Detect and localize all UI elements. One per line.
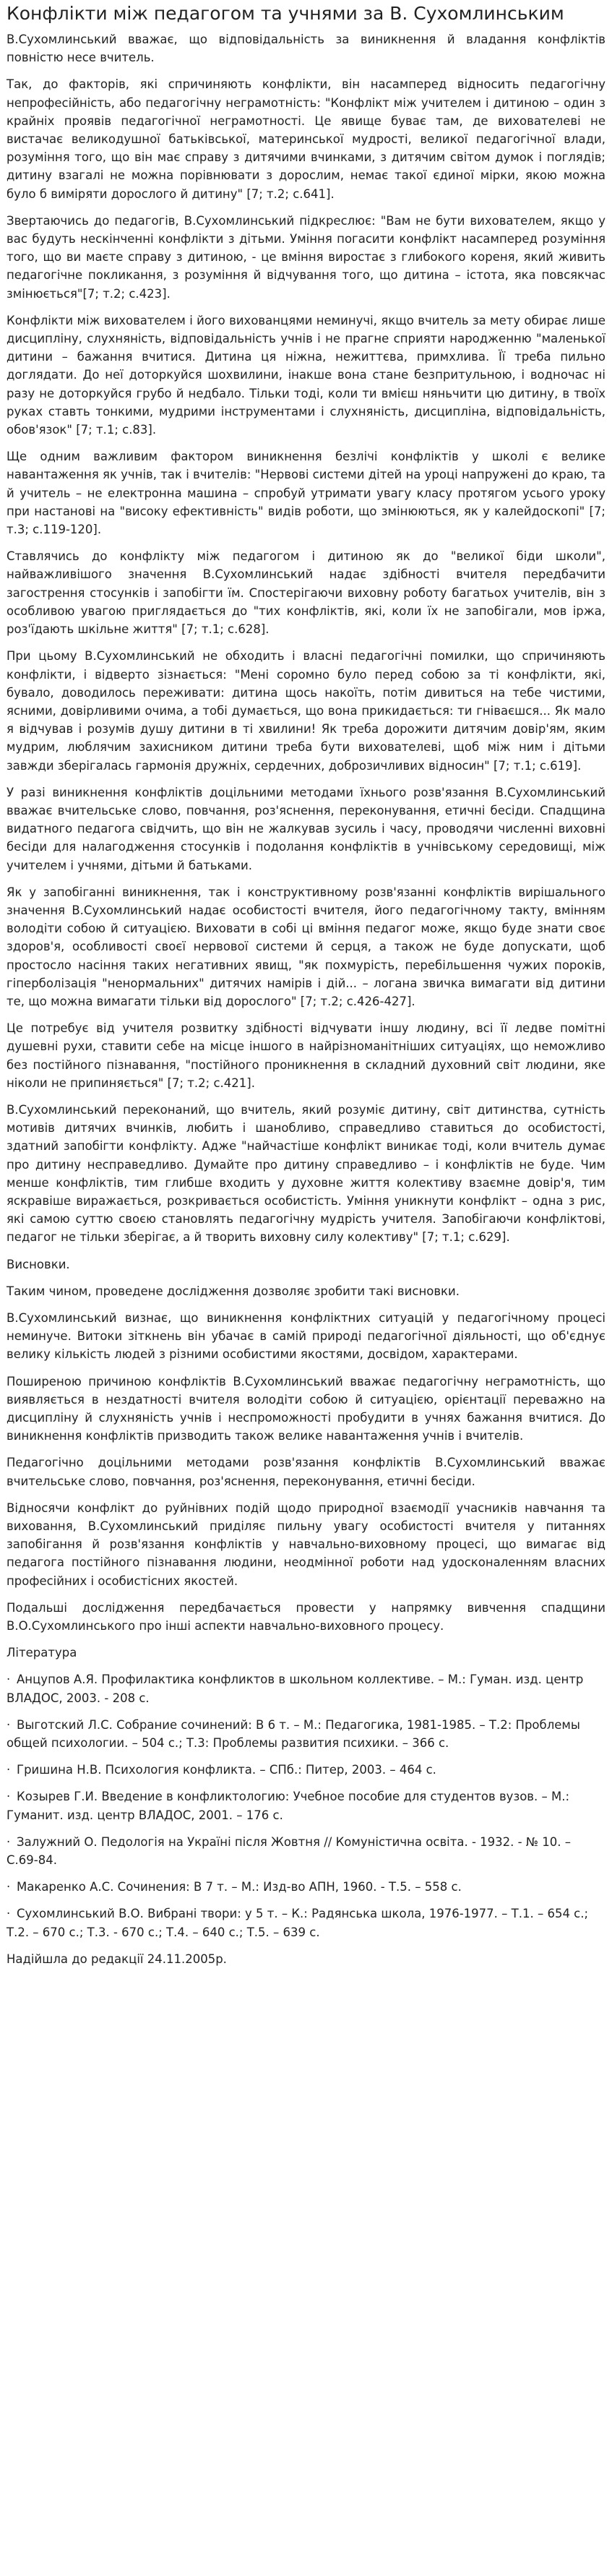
reference-item: · Макаренко А.С. Сочинения: В 7 т. – М.: Изд-во АПН, 1960. - Т.5. – 558 с. [7, 1878, 605, 1896]
bullet-icon: · [7, 1717, 11, 1732]
paragraph-conclusion-3: Педагогічно доцільними методами розв'язання конфліктів В.Сухомлинський вважає вчительське слово, повчання, роз'яснення, переконування, етичні бесіди. [7, 1456, 605, 1488]
page-title: Конфлікти між педагогом та учнями за В. Сухомлинським [7, 3, 564, 24]
paragraph-further-research: Подальші дослідження передбачається провести у напрямку вивчення спадщини В.О.Сухомлинського про інші аспекти навчально-виховного процесу. [7, 1600, 605, 1633]
references-heading: Література [7, 1646, 77, 1660]
reference-item: · Козырев Г.И. Введение в конфликтологию: Учебное пособие для студентов вузов. – М.: Гуманит. изд. центр ВЛАДОС, 2001. – 176 с. [7, 1787, 605, 1824]
paragraph-personality: Як у запобіганні виникнення, так і конструктивному розв'язанні конфліктів вирішального значення В.Сухомлинський надає особистості вчителя, його педагогічному такту, вмінням володіти собою й ситуацією. Виховати в собі ці вміння педагог може, якщо буде знати своє здоров'я, особливості своєї нервової системи й серця, а також не буде допускати, щоб простосло насіння таких негативних явищ, "як похмурість, перебільшення чужих пороків, гіперболізація "ненормальних" дитячих намірів і дій... – логана звичка вимагати від дитини те, що можна вимагати тільки від дорослого" [7; т.2; с.426-427]. [7, 885, 605, 1008]
references-list [7, 1670, 605, 1941]
reference-item: · Выготский Л.С. Собрание сочинений: В 6 т. – М.: Педагогика, 1981-1985. – Т.2: Проблемы общей психологии. – 504 с.; Т.3: Проблемы развития психики. – 366 с. [7, 1716, 605, 1752]
paragraph-address-teachers: Звертаючись до педагогів, В.Сухомлинський підкреслює: "Вам не бути вихователем, якщо у вас будуть нескінченні конфлікти з дітьми. Уміння погасити конфлікт насамперед розуміння того, що ви маєте справу з дитиною, - це вміння виростає з глибокого кореня, який живить педагогічне покликання, з розуміння й відчування того, що дитина – істота, яка повсякчас змінюється"[7; т.2; с.423]. [7, 213, 605, 301]
submission-date: Надійшла до редакції 24.11.2005р. [7, 1952, 227, 1966]
bullet-icon: · [7, 1763, 11, 1777]
reference-item: · Сухомлинський В.О. Вибрані твори: у 5 т. – К.: Радянська школа, 1976-1977. – Т.1. – 654 с.; Т.2. – 670 с.; Т.3. - 670 с.; Т.4. – 640 с.; Т.5. – 639 с. [7, 1905, 605, 1941]
reference-item: · Гришина Н.В. Психология конфликта. – СПб.: Питер, 2003. – 464 с. [7, 1761, 605, 1779]
paragraph-factors: Так, до факторів, які спричиняють конфлікти, він насамперед відносить педагогічну непрофесійність, або педагогічну неграмотність: "Конфлікт між учителем і дитиною – один з крайніх проявів педагогічної неграмотності. Це явище буває там, де вихователеві не вистачає великодушної батьківської, материнської мудрості, великої педагогічної влади, розуміння того, що він має справу з дитячими вчинками, з дитячим світом думок і поглядів; дитину взагалі не можна порівнювати з дорослим, немає такої єдиної мірки, якою можна було б виміряти дорослого й дитину" [7; т.2; с.641]. [7, 77, 605, 201]
paragraph-conclusion-4: Відносячи конфлікт до руйнівних подій щодо природної взаємодії учасників навчання та виховання, В.Сухомлинський приділяє пильну увагу особистості вчителя у питаннях запобігання й розв'язання конфліктів у навчально-виховному процесі, що вимагає від педагога постійного пізнавання людини, неодмінної роботи над удосконаленням власних професійних і особистісних якостей. [7, 1500, 605, 1588]
bullet-icon: · [7, 1907, 11, 1921]
bullet-icon: · [7, 1673, 11, 1687]
bullet-icon: · [7, 1834, 11, 1849]
paragraph-understanding: В.Сухомлинський переконаний, що вчитель, який розуміє дитину, світ дитинства, сутність мотивів дитячих вчинків, любить і шанобливо, справедливо ставиться до особистості, здатний запобігти конфлікту. Адже "найчастіше конфлікт виникає тоді, коли вчитель думає про дитину несправедливо. Думайте про дитину справедливо – і конфліктів не буде. Чим менше конфліктів, тим глибше входить у духовне життя колективу взаємне довір'я, тим яскравіше виражається, розкривається особистість. Уміння уникнути конфлікт – одна з рис, які самою суттю своєю становлять педагогічну мудрість учителя. Запобігаючи конфліктові, педагог не тільки зберігає, а й творить виховну силу колективу" [7; т.1; с.629]. [7, 1102, 605, 1245]
paragraph-empathy: Це потребує від учителя розвитку здібності відчувати іншу людину, всі її ледве помітні душевні рухи, ставити себе на місце іншого в найрізноманітніших ситуаціях, що неможливо без постійного пізнавання, "постійного проникнення в складний духовний світ людини, яке ніколи не припиняється" [7; т.2; с.421]. [7, 1021, 605, 1090]
paragraph-own-mistakes: При цьому В.Сухомлинський не обходить і власні педагогічні помилки, що спричиняють конфлікти, і відверто зізнається: "Мені соромно було перед собою за ті конфлікти, які, бувало, доводилось переживати: дитина щось накоїть, потім дивиться на тебе чистими, ясними, довірливими очима, а тобі думається, що вона прикидається: ти гніваєшся... Як мало я відчував і розумів душу дитини в ті хвилини! Як треба дорожити дитячим довір'ям, яким мудрим, люблячим захисником дитини треба бути вихователеві, щоб між ним і дітьми завжди зберігалась гармонія дружніх, сердечних, доброзичливих відносин" [7; т.1; с.619]. [7, 649, 605, 773]
bullet-icon: · [7, 1880, 11, 1894]
bullet-icon: · [7, 1790, 11, 1804]
paragraph-discipline: Конфлікти між вихователем і його вихованцями неминучі, якщо вчитель за мету обирає лише дисципліну, слухняність, відповідальність учнів і не прагне сприяти народженню "маленької дитини – бажання вчитися. Дитина ця ніжна, нежиттєва, примхлива. Її треба пильно доглядати. До неї доторкуйся шохвилини, інакше вона стане безпритульною, і водночас ні разу не доторкуйся грубо й недбало. Тільки тоді, коли ти вмієш няньчити цю дитину, в твоїх руках ставть тонкими, мудрими інструментами і слухняність, дисципліна, відповідальність, обов'язок" [7; т.1; с.83]. [7, 313, 605, 437]
paragraph-conclusion-1: В.Сухомлинський визнає, що виникнення конфліктних ситуацій у педагогічному процесі неминуче. Витоки зіткнень він убачає в самій природі педагогічної діяльності, що об'єднує велику кількість людей з різними особистими якостями, досвідом, характерами. [7, 1311, 605, 1362]
paragraph-conclusions-intro: Таким чином, проведене дослідження дозволяє зробити такі висновки. [7, 1284, 460, 1298]
paragraph-intro: В.Сухомлинський вважає, що відповідальність за виникнення й владання конфліктів повністю несе вчитель. [7, 33, 605, 65]
paragraph-methods: У разі виникнення конфліктів доцільними методами їхнього розв'язання В.Сухомлинський вважає вчительське слово, повчання, роз'яснення, переконування, етичні бесіди. Спадщина видатного педагога свідчить, що він не жалкував зусиль і часу, проводячи численні виховні бесіди для налагодження стосунків і подолання конфліктів в учнівському середовищі, між учителем і учнями, дітьми й батьками. [7, 785, 605, 872]
reference-item: · Залужний О. Педологія на Україні після Жовтня // Комуністична освіта. - 1932. - № 10. – С.69-84. [7, 1833, 605, 1869]
reference-item: · Анцупов А.Я. Профилактика конфликтов в школьном коллективе. – М.: Гуман. изд. центр ВЛАДОС, 2003. - 208 с. [7, 1670, 605, 1706]
paragraph-workload: Ще одним важливим фактором виникнення безлічі конфліктів у школі є велике навантаження як учнів, так і вчителів: "Нервові системи дітей на уроці напружені до краю, та й учитель – не електронна машина – спробуй утримати увагу класу протягом усього уроку при настанові на "високу ефективність" видів роботи, що змінюються, як у калейдоскопі" [7; т.3; с.119-120]. [7, 450, 605, 537]
paragraph-prevention: Ставлячись до конфлікту між педагогом і дитиною як до "великої біди школи", найважливішого значення В.Сухомлинський надає здібності вчителя передбачити загострення стосунків і запобігти їм. Спостерігаючи виховну роботу багатьох учителів, він з особливою увагою приглядається до "тих конфліктів, які, коли їх не запобігали, мов іржа, роз'їдають шкільне життя" [7; т.1; с.628]. [7, 549, 605, 637]
conclusions-heading: Висновки. [7, 1257, 70, 1271]
paragraph-conclusion-2: Поширеною причиною конфліктів В.Сухомлинський вважає педагогічну неграмотність, що виявляється в нездатності вчителя володіти собою й ситуацією, орієнтації переважно на дисципліну й слухняність учнів і неспроможності пробудити в учнях бажання вчитися. До виникнення конфліктів призводить також велике навантаження учнів і вчителів. [7, 1374, 605, 1443]
